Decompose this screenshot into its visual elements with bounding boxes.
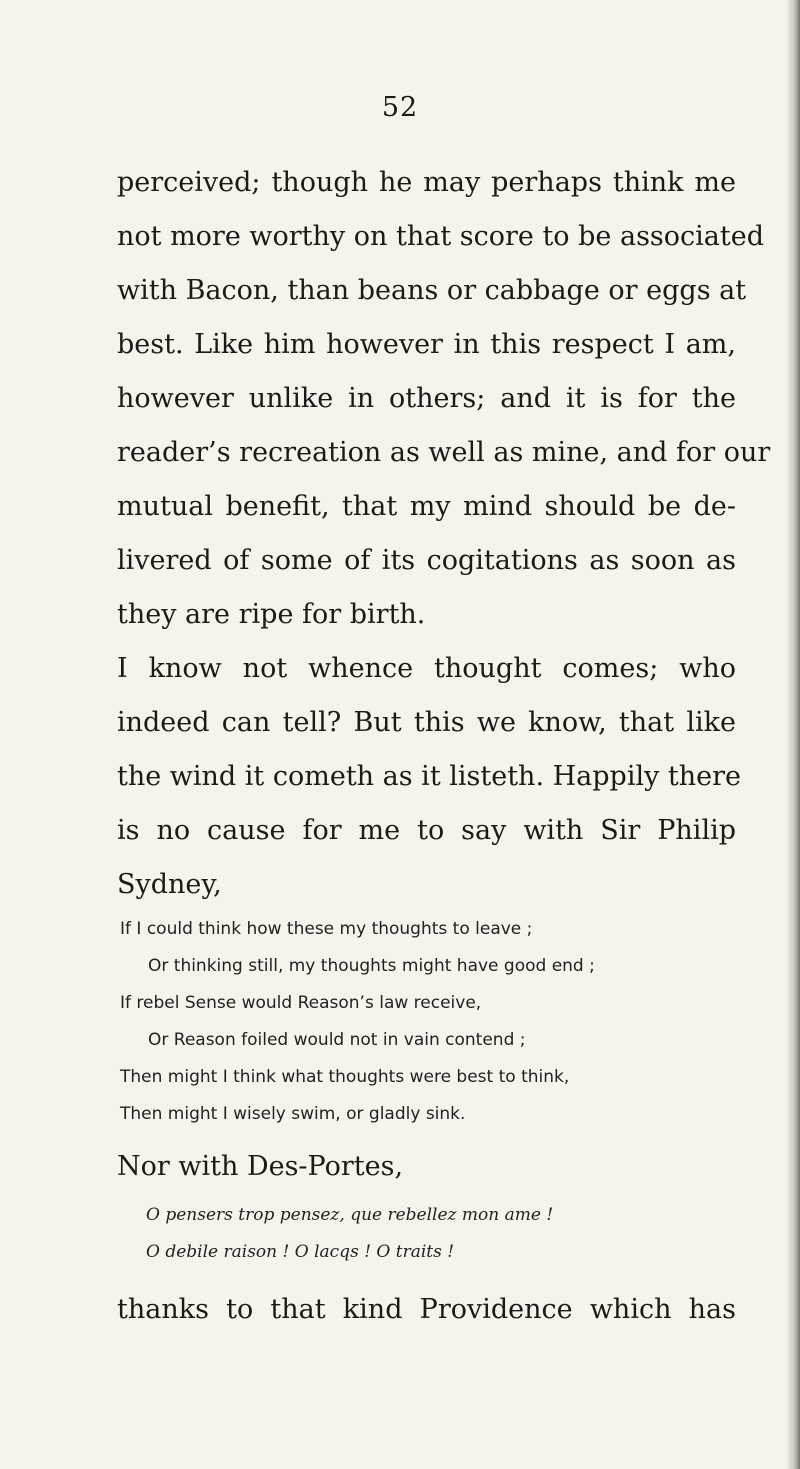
prose-line: is no cause for me to say with Sir Philip bbox=[117, 815, 736, 846]
prose-line: they are ripe for birth. bbox=[117, 599, 426, 630]
prose-line: I know not whence thought comes; who bbox=[117, 653, 736, 684]
verse-line: Then might I think what thoughts were best to think, bbox=[120, 1067, 570, 1087]
verse-line-french: O pensers trop pensez, que rebellez mon ame ! bbox=[146, 1205, 554, 1225]
prose-line: reader’s recreation as well as mine, and for our bbox=[117, 437, 771, 468]
prose-line: Sydney, bbox=[117, 869, 222, 900]
verse-line: Or thinking still, my thoughts might have good end ; bbox=[148, 956, 595, 976]
prose-line: the wind it cometh as it listeth. Happily there bbox=[117, 761, 742, 792]
verse-line: Then might I wisely swim, or gladly sink. bbox=[120, 1104, 466, 1124]
verse-line: If rebel Sense would Reason’s law receive, bbox=[120, 993, 482, 1013]
verse-line: Or Reason foiled would not in vain contend ; bbox=[148, 1030, 526, 1050]
prose-line: perceived; though he may perhaps think me bbox=[117, 167, 736, 198]
verse-line: If I could think how these my thoughts to leave ; bbox=[120, 919, 533, 939]
prose-line: Nor with Des-Portes, bbox=[117, 1151, 404, 1182]
prose-line: however unlike in others; and it is for the bbox=[117, 383, 736, 414]
page-number: 52 bbox=[381, 92, 419, 123]
prose-line: not more worthy on that score to be associated bbox=[117, 221, 765, 252]
prose-line: indeed can tell? But this we know, that like bbox=[117, 707, 736, 738]
prose-line: mutual benefit, that my mind should be de- bbox=[117, 491, 736, 522]
verse-line-french: O debile raison ! O lacqs ! O traits ! bbox=[146, 1242, 455, 1262]
prose-line: with Bacon, than beans or cabbage or eggs at bbox=[117, 275, 747, 306]
prose-line: livered of some of its cogitations as soon as bbox=[117, 545, 736, 576]
prose-line: thanks to that kind Providence which has bbox=[117, 1294, 736, 1325]
page-edge-shadow bbox=[786, 0, 800, 1469]
prose-line: best. Like him however in this respect I am, bbox=[117, 329, 736, 360]
